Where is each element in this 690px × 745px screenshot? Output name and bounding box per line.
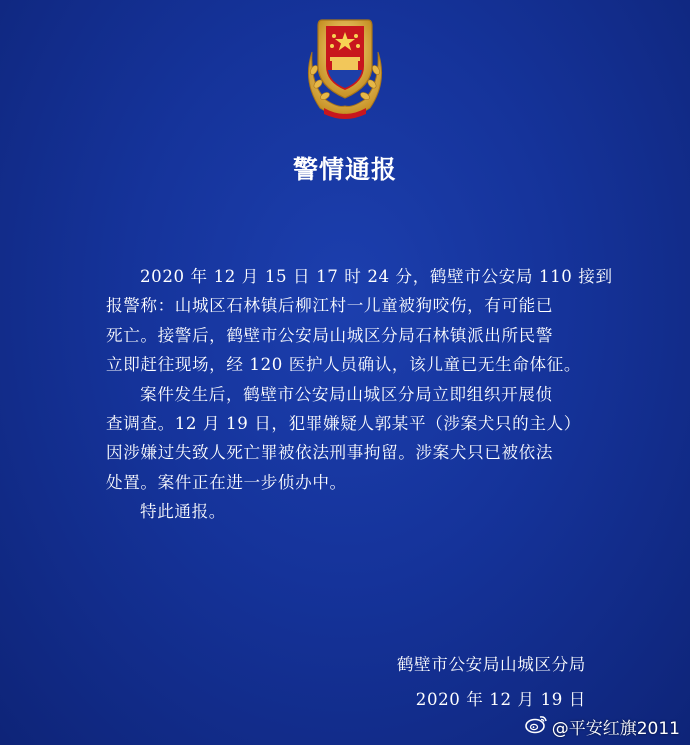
body-line: 死亡。接警后，鹤壁市公安局山城区分局石林镇派出所民警 [106,325,554,345]
notice-title: 警情通报 [292,155,397,184]
watermark [525,714,680,739]
body-line: 处置。案件正在进一步侦办中。 [106,472,347,492]
signature-org: 鹤壁市公安局山城区分局 [396,655,586,674]
weibo-icon [525,714,549,739]
paragraph-1 [106,262,613,380]
body-line: 查调查。12 月 19 日，犯罪嫌疑人郭某平（涉案犬只的主人） [106,414,581,434]
watermark-text: @平安红旗2011 [551,719,680,739]
body-line: 立即赶往现场，经 120 医护人员确认，该儿童已无生命体征。 [106,355,582,375]
body-line: 报警称：山城区石林镇后柳江村一儿童被狗咬伤，有可能已 [106,296,554,316]
body-line: 特此通报。 [140,502,226,522]
body-line: 因涉嫌过失致人死亡罪被依法刑事拘留。涉案犬只已被依法 [106,443,554,463]
police-emblem-icon [292,12,398,122]
paragraph-2 [106,380,606,498]
body-line: 2020 年 12 月 15 日 17 时 24 分，鹤壁市公安局 110 接到 [140,267,613,286]
signature-date: 2020 年 12 月 19 日 [415,690,586,709]
body-line: 案件发生后，鹤壁市公安局山城区分局立即组织开展侦 [140,384,553,404]
notice-body [106,262,613,527]
paragraph-3 [106,497,606,526]
